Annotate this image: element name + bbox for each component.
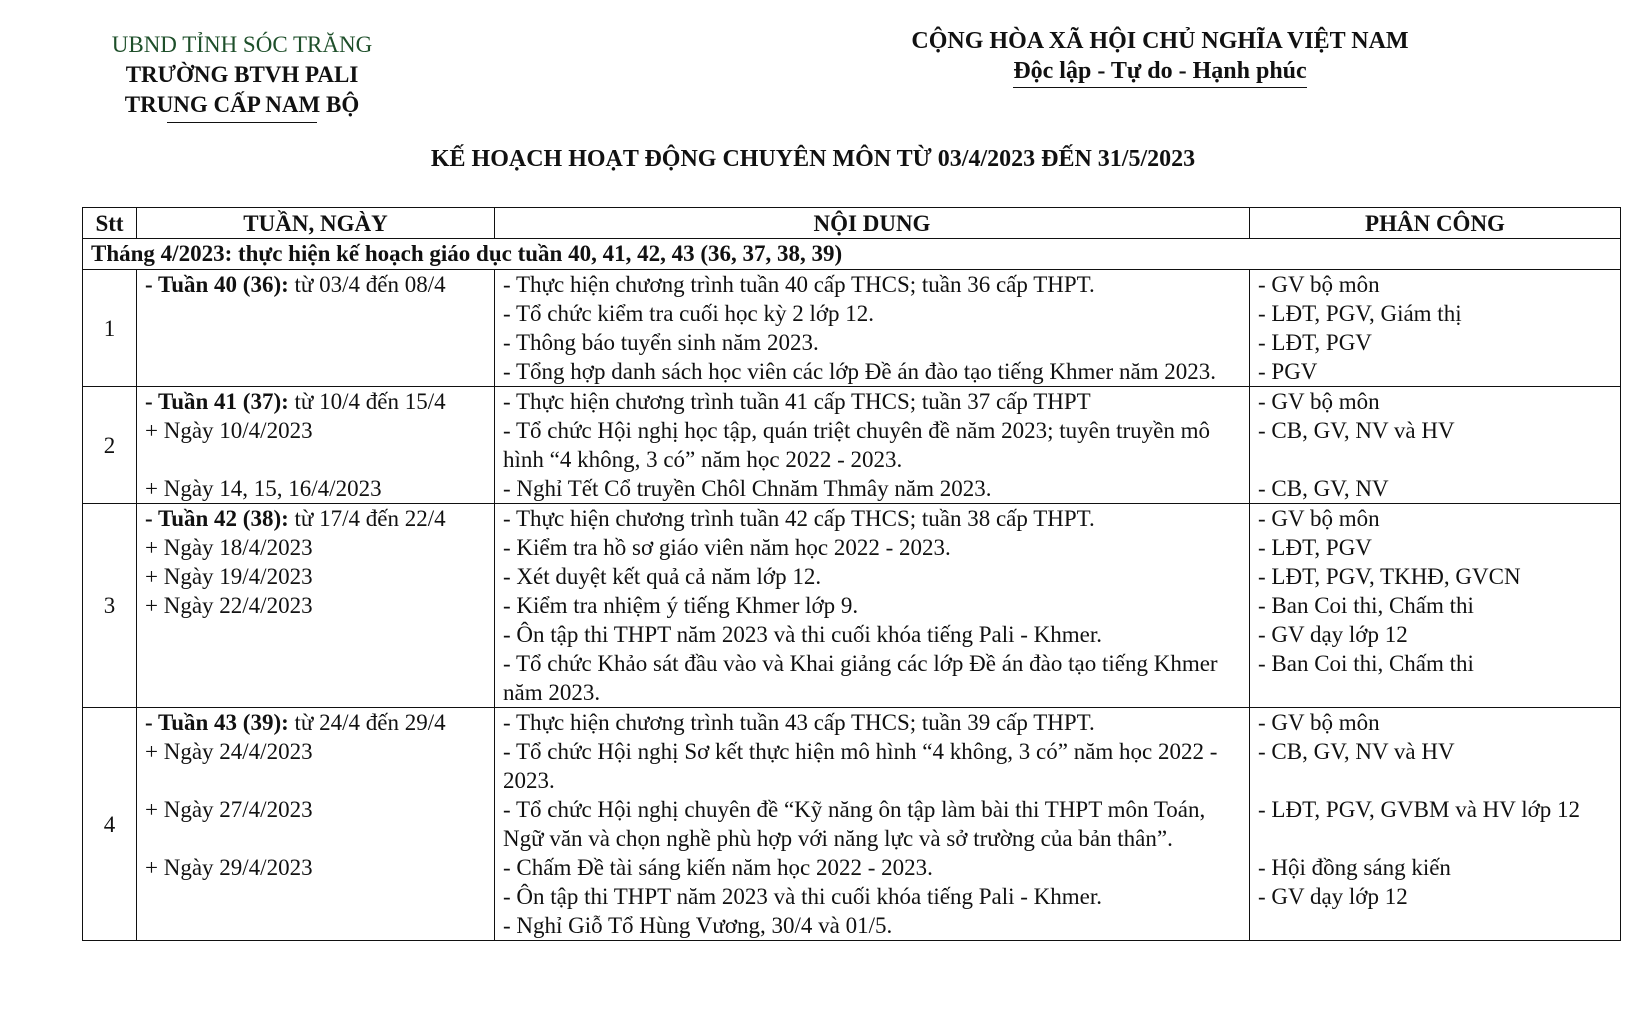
week-cell bbox=[137, 504, 495, 708]
national-motto: Độc lập - Tự do - Hạnh phúc bbox=[1013, 56, 1306, 88]
content-item: - Xét duyệt kết quả cả năm lớp 12. bbox=[503, 564, 822, 589]
content-cell bbox=[495, 387, 1250, 504]
week-cell bbox=[137, 708, 495, 941]
week-cell bbox=[137, 387, 495, 504]
assign-item: - PGV bbox=[1258, 359, 1318, 384]
week-label: - Tuần 40 (36): bbox=[145, 272, 289, 297]
assign-cell bbox=[1250, 270, 1621, 387]
date-item: + Ngày 29/4/2023 bbox=[145, 855, 313, 880]
content-item: - Thực hiện chương trình tuần 41 cấp THCS; tuần 37 cấp THPT bbox=[503, 389, 1091, 414]
assign-item: - Ban Coi thi, Chấm thi bbox=[1258, 593, 1474, 618]
assign-item: - LĐT, PGV bbox=[1258, 330, 1372, 355]
assign-item: - GV bộ môn bbox=[1258, 272, 1380, 297]
header-divider bbox=[167, 122, 317, 123]
date-item: + Ngày 14, 15, 16/4/2023 bbox=[145, 476, 382, 501]
content-item: - Ôn tập thi THPT năm 2023 và thi cuối khóa tiếng Pali - Khmer. bbox=[503, 884, 1102, 909]
issuing-authority-header bbox=[92, 30, 392, 123]
date-item: + Ngày 10/4/2023 bbox=[145, 418, 313, 443]
content-item: - Nghỉ Giỗ Tổ Hùng Vương, 30/4 và 01/5. bbox=[503, 913, 893, 938]
assign-item: - GV bộ môn bbox=[1258, 506, 1380, 531]
content-item: - Thực hiện chương trình tuần 40 cấp THCS; tuần 36 cấp THPT. bbox=[503, 272, 1095, 297]
assign-item: - CB, GV, NV và HV bbox=[1258, 418, 1455, 443]
content-item: - Thông báo tuyển sinh năm 2023. bbox=[503, 330, 819, 355]
content-item: - Chấm Đề tài sáng kiến năm học 2022 - 2023. bbox=[503, 855, 933, 880]
table-header-row bbox=[83, 208, 1621, 239]
table-row bbox=[83, 708, 1621, 941]
week-range: từ 24/4 đến 29/4 bbox=[288, 710, 446, 735]
content-item: - Kiểm tra hồ sơ giáo viên năm học 2022 - 2023. bbox=[503, 535, 951, 560]
content-item: - Tổ chức Hội nghị chuyên đề “Kỹ năng ôn tập làm bài thi THPT môn Toán, Ngữ văn và chọn nghề phù hợp với năng lực và sở trường của bản thân”. bbox=[503, 797, 1206, 851]
assign-item: - CB, GV, NV bbox=[1258, 476, 1389, 501]
national-motto-header bbox=[880, 26, 1440, 88]
assign-item: - GV bộ môn bbox=[1258, 389, 1380, 414]
row-number: 4 bbox=[83, 708, 137, 941]
week-label: - Tuần 41 (37): bbox=[145, 389, 289, 414]
content-item: - Kiểm tra nhiệm ý tiếng Khmer lớp 9. bbox=[503, 593, 859, 618]
assign-cell bbox=[1250, 708, 1621, 941]
province-committee: UBND TỈNH SÓC TRĂNG bbox=[111, 32, 373, 57]
date-item: + Ngày 22/4/2023 bbox=[145, 593, 313, 618]
date-item: + Ngày 19/4/2023 bbox=[145, 564, 313, 589]
assign-item: - Ban Coi thi, Chấm thi bbox=[1258, 651, 1474, 676]
date-item: + Ngày 18/4/2023 bbox=[145, 535, 313, 560]
assign-cell bbox=[1250, 504, 1621, 708]
content-item: - Tổ chức Hội nghị Sơ kết thực hiện mô hình “4 không, 3 có” năm học 2022 - 2023. bbox=[503, 739, 1218, 793]
assign-item: - Hội đồng sáng kiến bbox=[1258, 855, 1451, 880]
content-item: - Tổ chức Khảo sát đầu vào và Khai giảng các lớp Đề án đào tạo tiếng Khmer năm 2023. bbox=[503, 651, 1218, 705]
assign-item: - LĐT, PGV, TKHĐ, GVCN bbox=[1258, 564, 1521, 589]
table-row bbox=[83, 270, 1621, 387]
row-number: 1 bbox=[83, 270, 137, 387]
content-item: - Tổ chức Hội nghị học tập, quán triệt chuyên đề năm 2023; tuyên truyền mô hình “4 không, 3 có” năm học 2022 - 2023. bbox=[503, 418, 1210, 472]
content-item: - Tổng hợp danh sách học viên các lớp Đề án đào tạo tiếng Khmer năm 2023. bbox=[503, 359, 1217, 384]
content-item: - Tổ chức kiểm tra cuối học kỳ 2 lớp 12. bbox=[503, 301, 875, 326]
week-label: - Tuần 42 (38): bbox=[145, 506, 289, 531]
assign-item: - GV dạy lớp 12 bbox=[1258, 884, 1408, 909]
content-cell bbox=[495, 504, 1250, 708]
table-row bbox=[83, 387, 1621, 504]
content-item: - Thực hiện chương trình tuần 42 cấp THCS; tuần 38 cấp THPT. bbox=[503, 506, 1095, 531]
week-label: - Tuần 43 (39): bbox=[145, 710, 289, 735]
week-cell bbox=[137, 270, 495, 387]
school-name-line1: TRƯỜNG BTVH PALI bbox=[125, 62, 359, 87]
content-item: - Thực hiện chương trình tuần 43 cấp THCS; tuần 39 cấp THPT. bbox=[503, 710, 1095, 735]
content-item: - Nghỉ Tết Cổ truyền Chôl Chnăm Thmây năm 2023. bbox=[503, 476, 992, 501]
week-range: từ 17/4 đến 22/4 bbox=[288, 506, 446, 531]
col-header-assign: PHÂN CÔNG bbox=[1250, 208, 1621, 239]
plan-table bbox=[82, 207, 1621, 941]
month-row bbox=[83, 239, 1621, 270]
month-label: Tháng 4/2023: thực hiện kế hoạch giáo dục tuần 40, 41, 42, 43 (36, 37, 38, 39) bbox=[83, 239, 1621, 270]
assign-item: - LĐT, PGV bbox=[1258, 535, 1372, 560]
assign-item: - GV dạy lớp 12 bbox=[1258, 622, 1408, 647]
country-name: CỘNG HÒA XÃ HỘI CHỦ NGHĨA VIỆT NAM bbox=[911, 28, 1409, 54]
assign-item: - LĐT, PGV, Giám thị bbox=[1258, 301, 1462, 326]
row-number: 3 bbox=[83, 504, 137, 708]
assign-cell bbox=[1250, 387, 1621, 504]
row-number: 2 bbox=[83, 387, 137, 504]
week-range: từ 03/4 đến 08/4 bbox=[288, 272, 446, 297]
assign-item: - CB, GV, NV và HV bbox=[1258, 739, 1455, 764]
assign-item: - LĐT, PGV, GVBM và HV lớp 12 bbox=[1258, 797, 1581, 822]
content-item: - Ôn tập thi THPT năm 2023 và thi cuối khóa tiếng Pali - Khmer. bbox=[503, 622, 1102, 647]
week-range: từ 10/4 đến 15/4 bbox=[288, 389, 446, 414]
date-item: + Ngày 24/4/2023 bbox=[145, 739, 313, 764]
content-cell bbox=[495, 270, 1250, 387]
assign-item: - GV bộ môn bbox=[1258, 710, 1380, 735]
col-header-content: NỘI DUNG bbox=[495, 208, 1250, 239]
school-name-line2: TRUNG CẤP NAM BỘ bbox=[124, 92, 360, 117]
table-row bbox=[83, 504, 1621, 708]
col-header-week: TUẦN, NGÀY bbox=[137, 208, 495, 239]
document-title: KẾ HOẠCH HOẠT ĐỘNG CHUYÊN MÔN TỪ 03/4/2023 ĐẾN 31/5/2023 bbox=[430, 146, 1196, 172]
content-cell bbox=[495, 708, 1250, 941]
date-item: + Ngày 27/4/2023 bbox=[145, 797, 313, 822]
col-header-stt: Stt bbox=[83, 208, 137, 239]
